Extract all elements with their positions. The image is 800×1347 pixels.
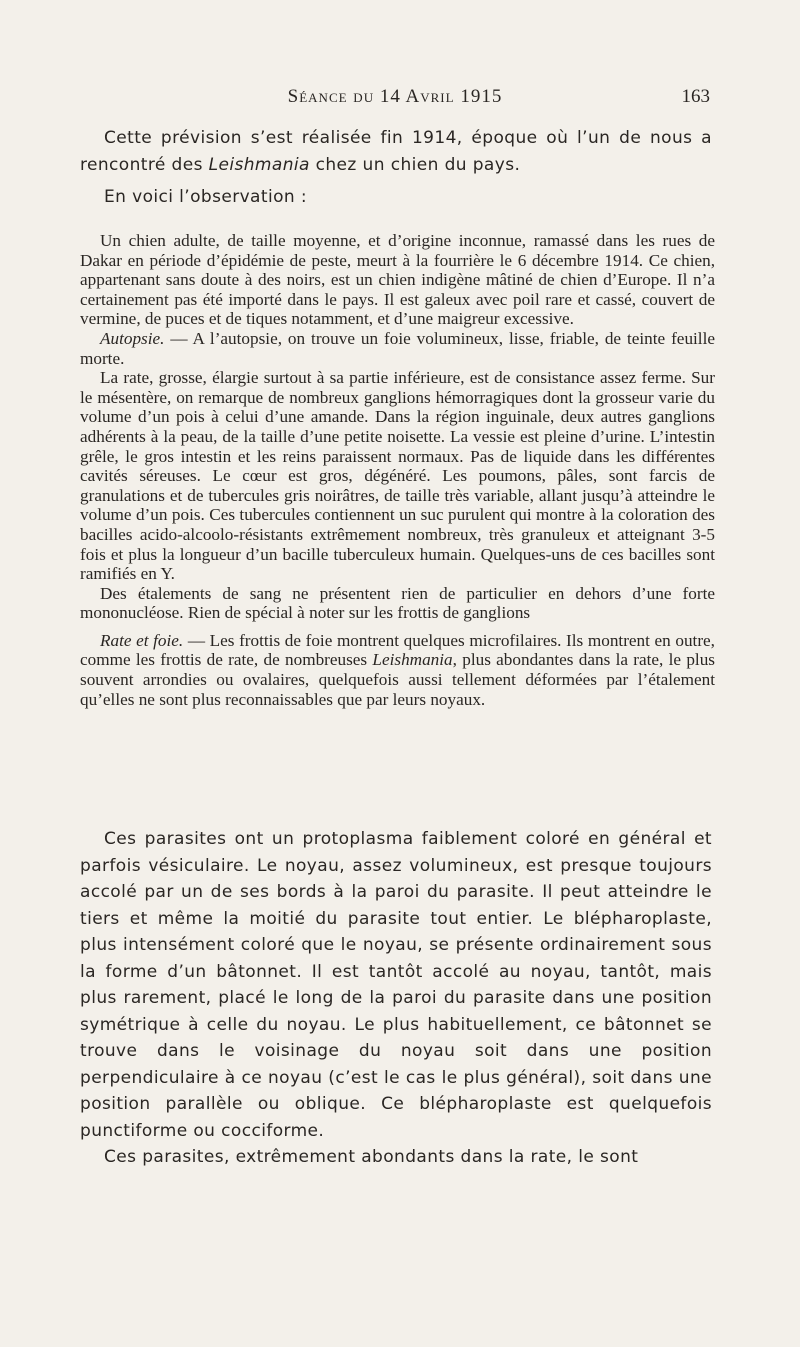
intro-text-b: chez un chien du pays. xyxy=(309,154,521,175)
genus-name: Leishmania xyxy=(372,650,453,670)
spleen-liver-text-b: , plus abondantes dans la rate, le plus souvent arrondies ou ovalaires, quelquefois aussi tellement déformées par l’étalement qu’elles ne sont plus reconnaissables que par leurs noyaux. xyxy=(80,650,715,709)
observation-paragraph: Un chien adulte, de taille moyenne, et d’origine inconnue, ramassé dans les rues de Dakar en période d’épidémie de peste, meurt à la fourrière le 6 décembre 1914. Ce chien, appartenant sans doute à des noirs, est un chien indigène mâtiné de chien d’Europe. Il n’a certainement pas été importé dans le pays. Il est galeux avec poil rare et cassé, couvert de vermine, de puces et de tiques notamment, et d’une maigreur excessive. xyxy=(80,231,715,329)
observation-block xyxy=(80,231,715,709)
intro-text-a: Cette prévision s’est réalisée fin 1914, époque où l’un de nous a rencontré des xyxy=(80,128,712,175)
blood-paragraph: Des étalements de sang ne présentent rien de particulier en dehors d’une forte mononucléose. Rien de spécial à noter sur les frottis de ganglions xyxy=(80,583,715,623)
intro-text xyxy=(80,125,712,211)
page-number: 163 xyxy=(681,86,710,107)
spleen-liver-text-a: — Les frottis de foie montrent quelques microfilaires. Ils montrent en outre, comme les frottis de rate, de nombreuses xyxy=(80,630,715,670)
discussion-text xyxy=(80,826,712,1171)
intro-paragraph xyxy=(80,125,712,178)
organs-paragraph: La rate, grosse, élargie surtout à sa partie inférieure, est de consistance assez ferme. Sur le mésentère, on remarque de nombreux ganglions hémorragiques dont la grosseur varie du volume d’un pois à celui d’une amande. Dans la région inguinale, deux autres ganglions adhérents à la peau, de la taille d’une petite noisette. La vessie est pleine d’urine. L’intestin grêle, le gros intestin et les reins paraissent normaux. Pas de liquide dans les différentes cavités séreuses. Le cœur est gros, dégénéré. Les poumons, pâles, sont farcis de granulations et de tubercules gris noirâtres, de taille très variable, allant jusqu’à atteindre le volume d’un pois. Ces tubercules contiennent un suc purulent qui montre à la coloration des bacilles acido-alcoolo-résistants extrêmement nombreux, très granuleux et atteignant 3-5 fois et plus la longueur d’un bacille tuberculeux humain. Quelques-uns de ces bacilles sont ramifiés en Y. xyxy=(80,368,715,584)
abundance-paragraph: Ces parasites, extrêmement abondants dans la rate, le sont xyxy=(104,1147,639,1167)
spacer xyxy=(80,623,715,631)
autopsy-paragraph xyxy=(80,329,715,368)
observation-intro: En voici l’observation : xyxy=(104,187,307,207)
parasite-description-paragraph: Ces parasites ont un protoplasma faiblement coloré en général et parfois vésiculaire. Le noyau, assez volumineux, est presque toujours accolé par un de ses bords à la paroi du parasite. Il peut atteindre le tiers et même la moitié du parasite tout entier. Le blépharoplaste, plus intensément coloré que le noyau, se présente ordinairement sous la forme d’un bâtonnet. Il est tantôt accolé au noyau, tantôt, mais plus rarement, placé le long de la paroi du parasite dans une position symétrique à celle du noyau. Le plus habituellement, ce bâtonnet se trouve dans le voisinage du noyau soit dans une position perpendiculaire à ce noyau (c’est le cas le plus général), soit dans une position parallèle ou oblique. Ce blépharoplaste est quelquefois punctiforme ou cocciforme. xyxy=(80,829,712,1141)
page-header xyxy=(80,86,710,112)
running-title: Séance du 14 Avril 1915 xyxy=(287,86,503,107)
spleen-liver-paragraph xyxy=(80,631,715,709)
spleen-liver-label: Rate et foie. xyxy=(100,630,184,650)
autopsy-label: Autopsie. xyxy=(100,328,165,348)
autopsy-text: — A l’autopsie, on trouve un foie volumineux, lisse, friable, de teinte feuille morte. xyxy=(80,328,715,368)
genus-name: Leishmania xyxy=(208,154,310,175)
